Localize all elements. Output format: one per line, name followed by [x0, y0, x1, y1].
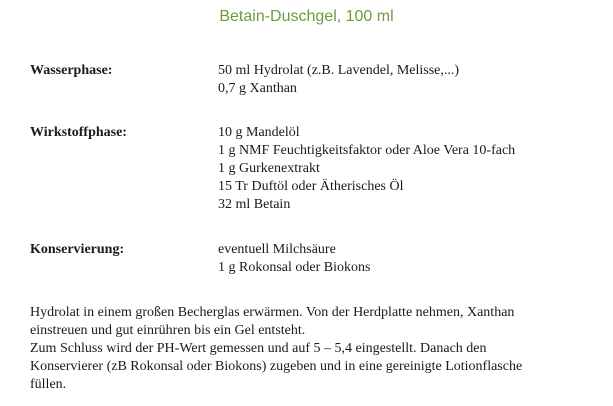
instruction-line: füllen.	[30, 377, 67, 392]
ingredient-line: 1 g Gurkenextrakt	[218, 161, 320, 176]
ingredient-line: 10 g Mandelöl	[218, 125, 300, 140]
instruction-line: Zum Schluss wird der PH-Wert gemessen und auf 5 – 5,4 eingestellt. Danach den	[30, 341, 487, 356]
ingredient-line: 0,7 g Xanthan	[218, 81, 297, 96]
ingredient-list	[218, 241, 370, 277]
ingredient-line: 32 ml Betain	[218, 197, 291, 212]
instruction-line: Konservierer (zB Rokonsal oder Biokons) zugeben und in eine gereinigte Lotionflasche	[30, 359, 523, 374]
instructions-paragraph	[30, 304, 605, 394]
section-label: Wasserphase:	[30, 63, 113, 78]
section-label: Wirkstoffphase:	[30, 125, 127, 140]
ingredient-line: eventuell Milchsäure	[218, 242, 336, 257]
ingredient-list	[218, 124, 515, 214]
section-label: Konservierung:	[30, 242, 125, 257]
instruction-line: Hydrolat in einem großen Becherglas erwärmen. Von der Herdplatte nehmen, Xanthan	[30, 305, 515, 320]
ingredient-list	[218, 62, 459, 98]
ingredient-line: 1 g NMF Feuchtigkeitsfaktor oder Aloe Vera 10-fach	[218, 143, 516, 158]
ingredient-line: 1 g Rokonsal oder Biokons	[218, 260, 371, 275]
recipe-title: Betain-Duschgel, 100 ml	[219, 8, 394, 25]
instruction-line: einstreuen und gut einrühren bis ein Gel entsteht.	[30, 323, 306, 338]
ingredient-line: 15 Tr Duftöl oder Ätherisches Öl	[218, 179, 404, 194]
ingredient-line: 50 ml Hydrolat (z.B. Lavendel, Melisse,...)	[218, 63, 460, 78]
